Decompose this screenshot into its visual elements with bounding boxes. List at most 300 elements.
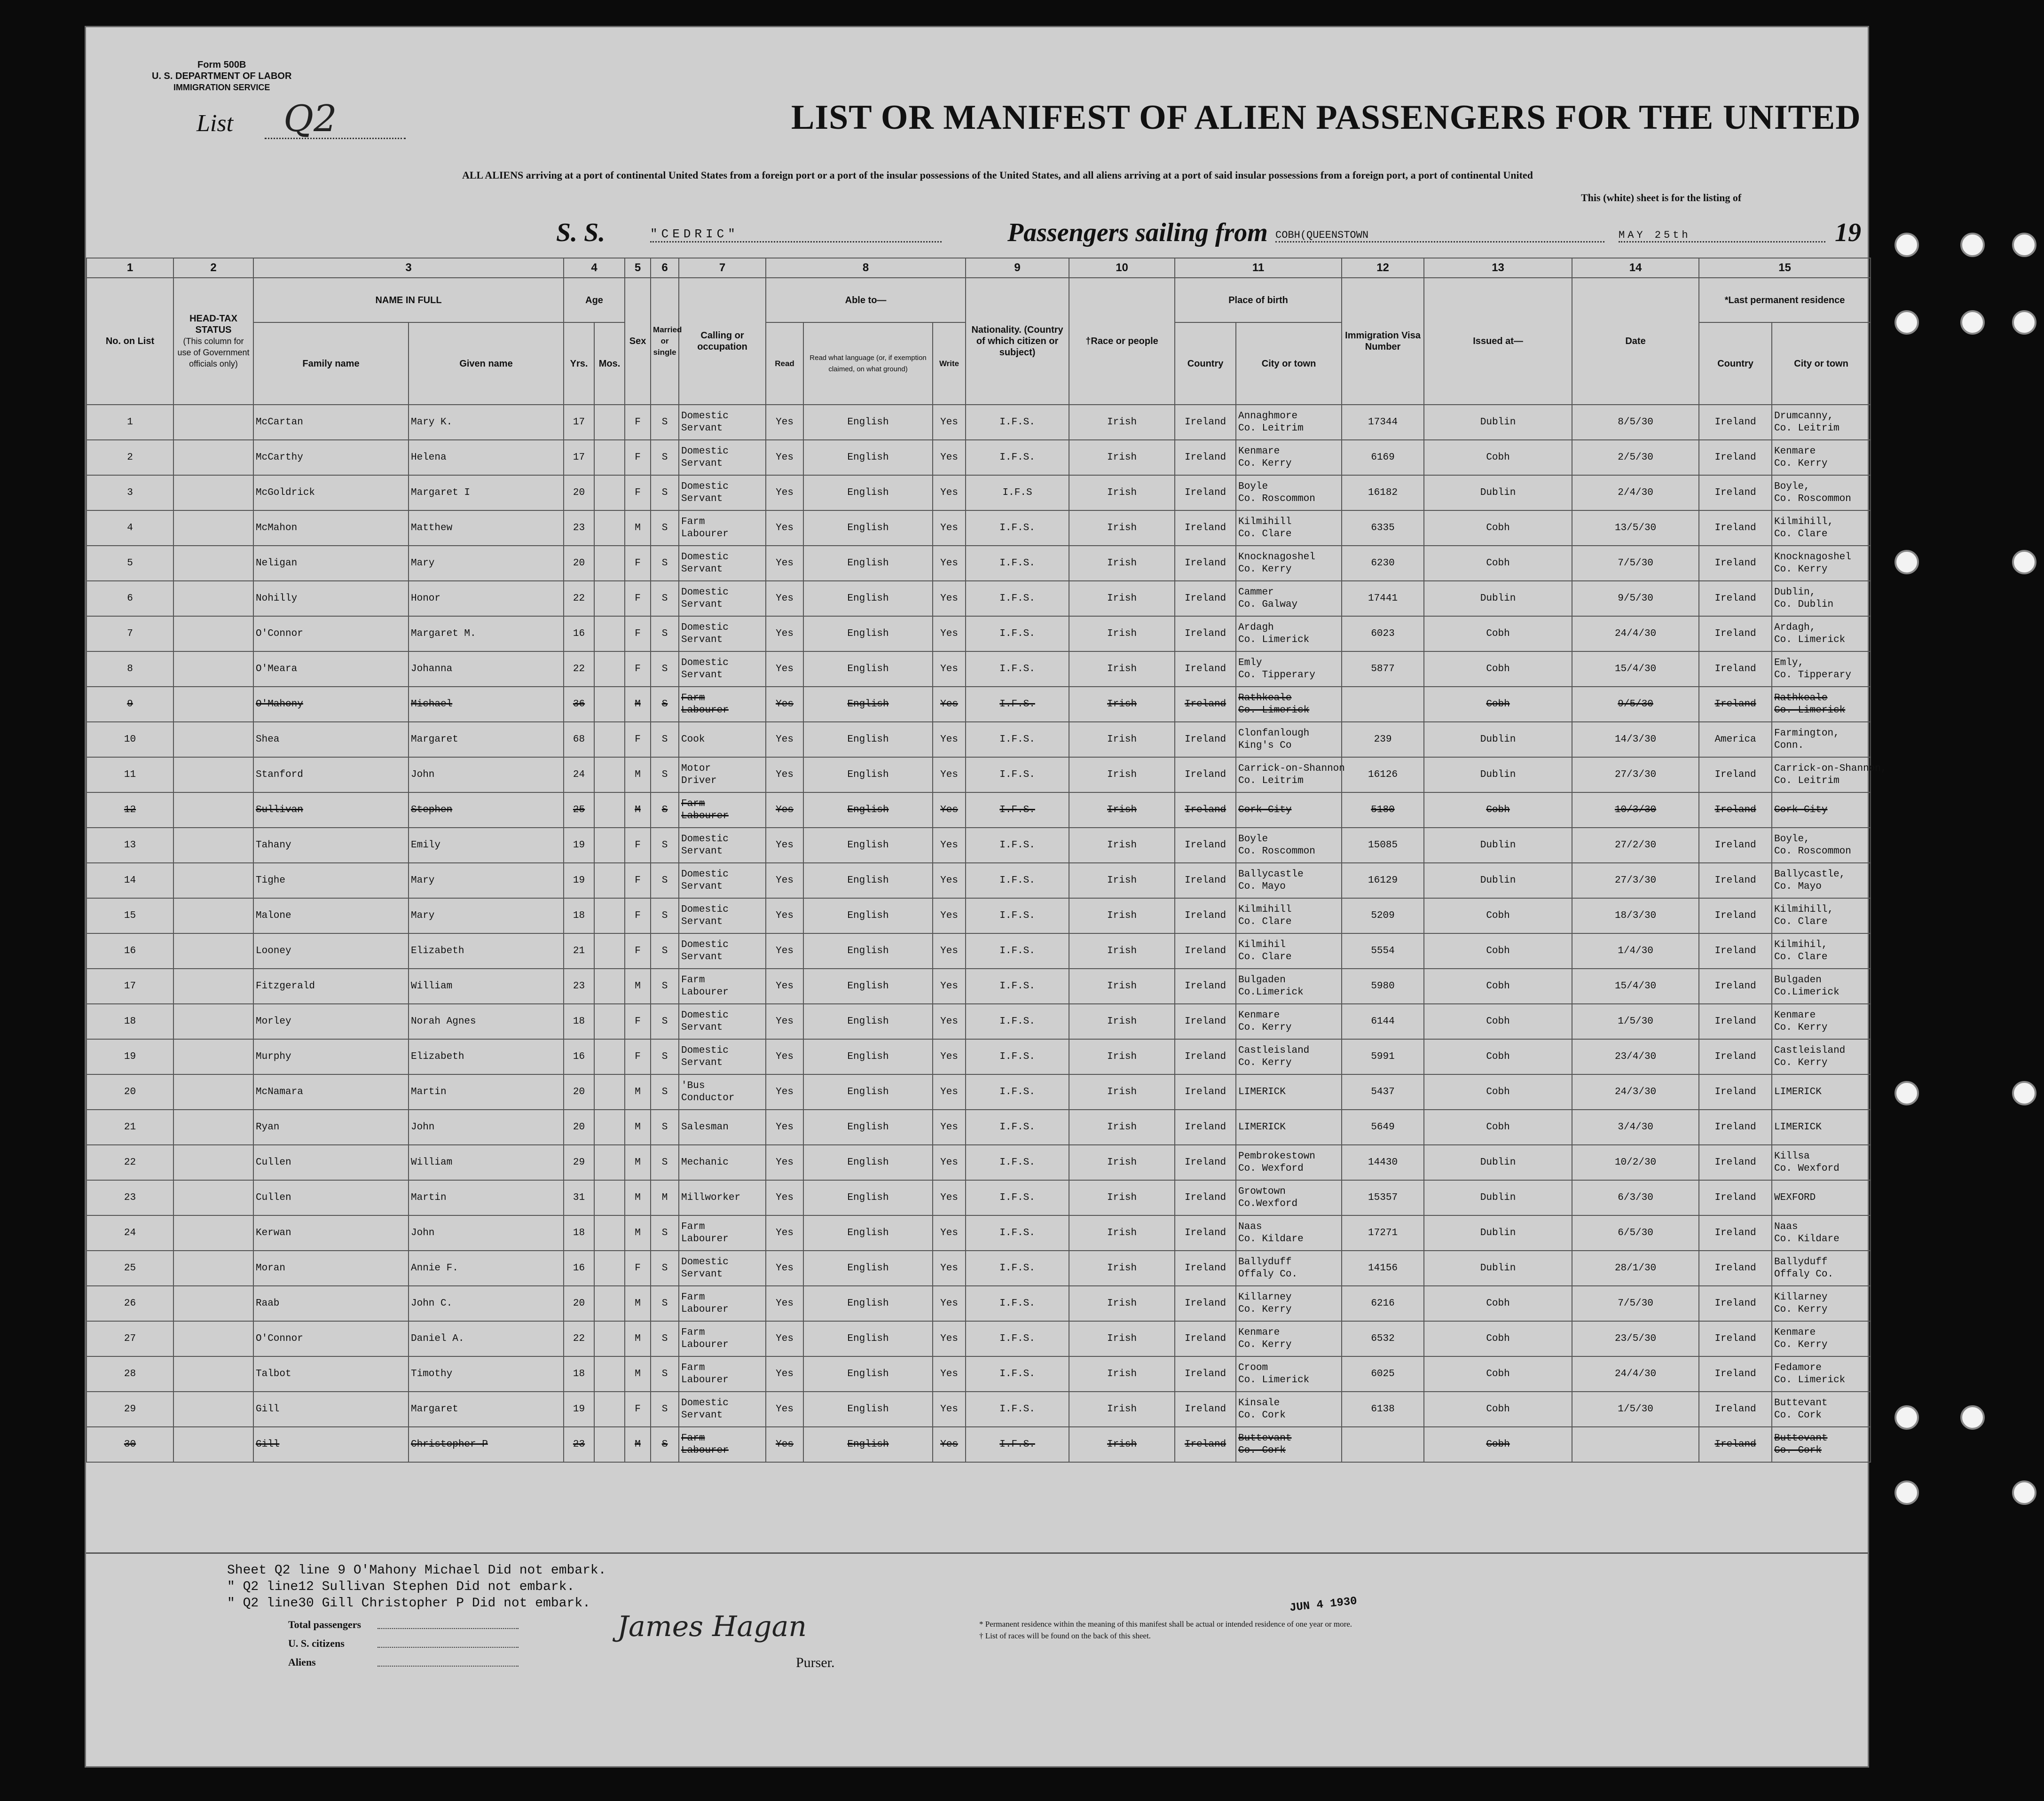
occupation-line-1: Cook	[681, 734, 705, 745]
age-months	[594, 1392, 625, 1427]
given-name: Timothy	[409, 1356, 564, 1392]
marital-status: S	[651, 969, 679, 1004]
sex: M	[625, 1215, 651, 1251]
read-language: English	[803, 1215, 933, 1251]
issued-at: Cobh	[1424, 1427, 1572, 1462]
form-department: U. S. DEPARTMENT OF LABOR	[152, 71, 292, 81]
residence-city-line-2: Co. Tipperary	[1774, 669, 1851, 681]
occupation-line-2: Conductor	[681, 1092, 735, 1104]
occupation-line-2: Servant	[681, 564, 723, 575]
head-tax-cell	[173, 1180, 253, 1215]
occupation-line-1: Farm	[681, 692, 705, 704]
sex: F	[625, 405, 651, 440]
occupation-line-1: Domestic	[681, 410, 729, 422]
head-tax-cell	[173, 616, 253, 651]
race: Irish	[1069, 898, 1175, 933]
header-race: †Race or people	[1069, 278, 1175, 405]
can-write: Yes	[933, 1145, 966, 1180]
can-write: Yes	[933, 1004, 966, 1039]
residence-city-line-1: Bulgaden	[1774, 974, 1822, 986]
can-write: Yes	[933, 546, 966, 581]
occupation-line-1: Mechanic	[681, 1157, 729, 1168]
race: Irish	[1069, 1074, 1175, 1110]
given-name: Margaret	[409, 722, 564, 757]
age-months	[594, 687, 625, 722]
occupation-line-2: Labourer	[681, 528, 729, 540]
issue-date: 27/3/30	[1572, 757, 1699, 792]
binder-hole	[2012, 1081, 2036, 1105]
row-number: 5	[86, 546, 173, 581]
family-name: Gill	[253, 1392, 409, 1427]
sex: M	[625, 1110, 651, 1145]
residence-city-line-1: Kilmihill,	[1774, 516, 1834, 527]
occupation-line-1: Domestic	[681, 1045, 729, 1056]
occupation	[679, 863, 766, 898]
occupation-line-1: Farm	[681, 798, 705, 809]
nationality: I.F.S.	[966, 1251, 1069, 1286]
age-months	[594, 1074, 625, 1110]
issued-at: Cobh	[1424, 933, 1572, 969]
head-tax-cell	[173, 581, 253, 616]
birth-city-line-2: Co.Limerick	[1238, 987, 1304, 998]
residence-city-line-2: Co. Limerick	[1774, 634, 1846, 645]
residence-city	[1772, 792, 1871, 828]
age-years: 29	[564, 1145, 594, 1180]
birth-city	[1236, 898, 1342, 933]
birth-city-line-2: Co. Tipperary	[1238, 669, 1315, 681]
birth-city-line-2: Co. Kerry	[1238, 1057, 1292, 1068]
race: Irish	[1069, 475, 1175, 510]
can-write: Yes	[933, 475, 966, 510]
family-name: McMahon	[253, 510, 409, 546]
sex: F	[625, 898, 651, 933]
visa-number: 6335	[1342, 510, 1424, 546]
age-years: 18	[564, 898, 594, 933]
issue-date	[1572, 1427, 1699, 1462]
occupation-line-1: Domestic	[681, 904, 729, 915]
occupation-line-1: Farm	[681, 1221, 705, 1232]
head-tax-cell	[173, 1251, 253, 1286]
age-years: 19	[564, 863, 594, 898]
occupation-line-2: Servant	[681, 1057, 723, 1068]
read-language: English	[803, 1392, 933, 1427]
family-name: O'Meara	[253, 651, 409, 687]
issued-at: Dublin	[1424, 757, 1572, 792]
can-write: Yes	[933, 1251, 966, 1286]
birth-city	[1236, 1074, 1342, 1110]
marital-status: S	[651, 1215, 679, 1251]
residence-city	[1772, 1145, 1871, 1180]
age-years: 16	[564, 1039, 594, 1074]
occupation-line-2: Labourer	[681, 1445, 729, 1456]
date-stamp: JUN 4 1930	[1289, 1595, 1358, 1615]
birth-city-line-1: LIMERICK	[1238, 1121, 1286, 1133]
header-read-language: Read what language (or, if exemption claimed, on what ground)	[803, 322, 933, 405]
age-months	[594, 828, 625, 863]
birth-city-line-1: Kilmihill	[1238, 516, 1292, 527]
occupation	[679, 1392, 766, 1427]
family-name: O'Connor	[253, 1321, 409, 1356]
occupation	[679, 1145, 766, 1180]
header-read: Read	[766, 322, 803, 405]
occupation-line-1: Domestic	[681, 833, 729, 845]
read-language: English	[803, 546, 933, 581]
issue-date: 1/4/30	[1572, 933, 1699, 969]
read-language: English	[803, 1427, 933, 1462]
visa-number: 14430	[1342, 1145, 1424, 1180]
marital-status: S	[651, 405, 679, 440]
birth-country: Ireland	[1175, 969, 1236, 1004]
birth-city-line-2: Co. Galway	[1238, 599, 1298, 610]
residence-country: Ireland	[1699, 1251, 1772, 1286]
birth-city-line-1: Bulgaden	[1238, 974, 1286, 986]
marital-status: S	[651, 722, 679, 757]
birth-city-line-1: Carrick-on-Shannon	[1238, 763, 1345, 774]
birth-city-line-2: Co. Kerry	[1238, 1339, 1292, 1350]
birth-city-line-1: Rathkeale	[1238, 692, 1292, 704]
age-years: 68	[564, 722, 594, 757]
manifest-row	[86, 863, 1871, 898]
birth-city-line-2: Co. Cork	[1238, 1445, 1286, 1456]
birth-city-line-1: Ballycastle	[1238, 869, 1304, 880]
can-read: Yes	[766, 651, 803, 687]
residence-city	[1772, 1356, 1871, 1392]
birth-city-line-1: Cork City	[1238, 804, 1292, 815]
can-read: Yes	[766, 581, 803, 616]
issue-date: 24/4/30	[1572, 616, 1699, 651]
age-years: 18	[564, 1215, 594, 1251]
can-write: Yes	[933, 1215, 966, 1251]
birth-country: Ireland	[1175, 1286, 1236, 1321]
birth-country: Ireland	[1175, 651, 1236, 687]
manifest-row	[86, 1215, 1871, 1251]
occupation-line-2: Servant	[681, 634, 723, 645]
read-language: English	[803, 828, 933, 863]
issue-date: 13/5/30	[1572, 510, 1699, 546]
residence-city-line-1: WEXFORD	[1774, 1192, 1816, 1203]
residence-city-line-1: Boyle,	[1774, 833, 1810, 845]
family-name: Cullen	[253, 1180, 409, 1215]
birth-country: Ireland	[1175, 546, 1236, 581]
birth-country: Ireland	[1175, 1110, 1236, 1145]
birth-city-line-2: Co. Limerick	[1238, 634, 1310, 645]
residence-city	[1772, 1251, 1871, 1286]
can-read: Yes	[766, 1286, 803, 1321]
read-language: English	[803, 969, 933, 1004]
head-tax-cell	[173, 687, 253, 722]
row-number: 6	[86, 581, 173, 616]
issue-date: 28/1/30	[1572, 1251, 1699, 1286]
residence-city-line-2: Co. Roscommon	[1774, 493, 1851, 504]
manifest-row	[86, 1427, 1871, 1462]
birth-city-line-2: Co. Kildare	[1238, 1233, 1304, 1245]
read-language: English	[803, 405, 933, 440]
given-name: Margaret M.	[409, 616, 564, 651]
occupation-line-2: Labourer	[681, 810, 729, 822]
birth-city	[1236, 581, 1342, 616]
manifest-row	[86, 1286, 1871, 1321]
residence-city	[1772, 1321, 1871, 1356]
manifest-row	[86, 828, 1871, 863]
occupation-line-1: Domestic	[681, 869, 729, 880]
head-tax-cell	[173, 828, 253, 863]
age-years: 20	[564, 475, 594, 510]
age-years: 20	[564, 1110, 594, 1145]
residence-city-line-1: Ballycastle,	[1774, 869, 1846, 880]
occupation	[679, 933, 766, 969]
birth-city	[1236, 1215, 1342, 1251]
age-years: 22	[564, 581, 594, 616]
birth-city	[1236, 792, 1342, 828]
visa-number	[1342, 1427, 1424, 1462]
header-visa: Immigration Visa Number	[1342, 278, 1424, 405]
can-write: Yes	[933, 581, 966, 616]
footnote-residence: * Permanent residence within the meaning of this manifest shall be actual or intended residence of one year or more.	[979, 1620, 1352, 1629]
family-name: Tighe	[253, 863, 409, 898]
header-write: Write	[933, 322, 966, 405]
row-number: 27	[86, 1321, 173, 1356]
birth-city-line-1: Croom	[1238, 1362, 1268, 1373]
visa-number: 5209	[1342, 898, 1424, 933]
issue-date: 14/3/30	[1572, 722, 1699, 757]
race: Irish	[1069, 1110, 1175, 1145]
manifest-row	[86, 475, 1871, 510]
issue-date: 6/3/30	[1572, 1180, 1699, 1215]
age-months	[594, 510, 625, 546]
visa-number: 6230	[1342, 546, 1424, 581]
form-header	[152, 59, 291, 93]
residence-city	[1772, 1286, 1871, 1321]
head-tax-cell	[173, 969, 253, 1004]
occupation-line-2: Servant	[681, 1409, 723, 1421]
visa-number: 16126	[1342, 757, 1424, 792]
given-name: Stephen	[409, 792, 564, 828]
manifest-row	[86, 898, 1871, 933]
header-family-name: Family name	[253, 322, 409, 405]
occupation-line-1: Domestic	[681, 1256, 729, 1268]
birth-city-line-1: LIMERICK	[1238, 1086, 1286, 1097]
marital-status: S	[651, 757, 679, 792]
residence-city	[1772, 828, 1871, 863]
visa-number: 5991	[1342, 1039, 1424, 1074]
manifest-row	[86, 510, 1871, 546]
head-tax-cell	[173, 1321, 253, 1356]
residence-country: Ireland	[1699, 1321, 1772, 1356]
row-number: 25	[86, 1251, 173, 1286]
can-read: Yes	[766, 475, 803, 510]
row-number: 13	[86, 828, 173, 863]
age-months	[594, 1215, 625, 1251]
total-passengers-label: Total passengers	[288, 1619, 362, 1630]
given-name: John C.	[409, 1286, 564, 1321]
visa-number: 5180	[1342, 792, 1424, 828]
residence-country: Ireland	[1699, 828, 1772, 863]
can-write: Yes	[933, 616, 966, 651]
issued-at: Dublin	[1424, 722, 1572, 757]
birth-city-line-2: Co. Wexford	[1238, 1163, 1304, 1174]
age-years: 16	[564, 1251, 594, 1286]
year-prefix: 19	[1835, 218, 1861, 247]
race: Irish	[1069, 863, 1175, 898]
can-read: Yes	[766, 1074, 803, 1110]
family-name: Kerwan	[253, 1215, 409, 1251]
given-name: Norah Agnes	[409, 1004, 564, 1039]
visa-number: 6138	[1342, 1392, 1424, 1427]
header-mos: Mos.	[594, 322, 625, 405]
header-place-of-birth: Place of birth	[1175, 278, 1342, 322]
race: Irish	[1069, 969, 1175, 1004]
residence-city-line-1: LIMERICK	[1774, 1086, 1822, 1097]
given-name: Honor	[409, 581, 564, 616]
row-number: 2	[86, 440, 173, 475]
birth-city	[1236, 510, 1342, 546]
residence-city	[1772, 475, 1871, 510]
residence-city-line-1: Farmington,	[1774, 728, 1840, 739]
residence-city	[1772, 1074, 1871, 1110]
birth-country: Ireland	[1175, 722, 1236, 757]
family-name: Looney	[253, 933, 409, 969]
issued-at: Cobh	[1424, 1356, 1572, 1392]
birth-city-line-2: Co. Kerry	[1238, 1304, 1292, 1315]
birth-city	[1236, 863, 1342, 898]
family-name: Murphy	[253, 1039, 409, 1074]
read-language: English	[803, 651, 933, 687]
given-name: Martin	[409, 1074, 564, 1110]
marital-status: S	[651, 828, 679, 863]
issue-date: 10/2/30	[1572, 1145, 1699, 1180]
family-name: McCarthy	[253, 440, 409, 475]
manifest-row	[86, 1180, 1871, 1215]
can-write: Yes	[933, 440, 966, 475]
read-language: English	[803, 757, 933, 792]
occupation	[679, 969, 766, 1004]
family-name: Raab	[253, 1286, 409, 1321]
residence-city-line-2: Co. Limerick	[1774, 1374, 1846, 1386]
birth-city-line-2: Co. Roscommon	[1238, 493, 1315, 504]
residence-city	[1772, 1039, 1871, 1074]
occupation-line-1: Domestic	[681, 551, 729, 563]
sex: F	[625, 863, 651, 898]
sailing-label: Passengers sailing from	[1007, 218, 1268, 247]
occupation-line-1: Domestic	[681, 481, 729, 492]
nationality: I.F.S.	[966, 1180, 1069, 1215]
birth-city	[1236, 933, 1342, 969]
nationality: I.F.S.	[966, 1427, 1069, 1462]
read-language: English	[803, 1180, 933, 1215]
residence-city	[1772, 616, 1871, 651]
list-number-line	[265, 138, 406, 139]
binder-holes	[1866, 0, 2044, 1801]
occupation	[679, 1004, 766, 1039]
occupation	[679, 616, 766, 651]
residence-city	[1772, 969, 1871, 1004]
header-calling: Calling or occupation	[679, 278, 766, 405]
age-months	[594, 863, 625, 898]
residence-city-line-2: Co. Clare	[1774, 528, 1828, 540]
occupation	[679, 651, 766, 687]
row-number: 30	[86, 1427, 173, 1462]
given-name: Margaret I	[409, 475, 564, 510]
age-years: 17	[564, 440, 594, 475]
occupation-line-1: Motor	[681, 763, 711, 774]
manifest-row	[86, 792, 1871, 828]
birth-city-line-1: Buttevant	[1238, 1433, 1292, 1444]
issued-at: Cobh	[1424, 687, 1572, 722]
residence-city	[1772, 510, 1871, 546]
can-read: Yes	[766, 1251, 803, 1286]
given-name: Martin	[409, 1180, 564, 1215]
birth-city-line-2: Co. Roscommon	[1238, 846, 1315, 857]
residence-city-line-1: Drumcanny,	[1774, 410, 1834, 422]
marital-status: S	[651, 1286, 679, 1321]
issue-date: 24/4/30	[1572, 1356, 1699, 1392]
occupation	[679, 828, 766, 863]
birth-city-line-1: Kilmihill	[1238, 904, 1292, 915]
header-nationality: Nationality. (Country of which citizen or subject)	[966, 278, 1069, 405]
given-name: William	[409, 969, 564, 1004]
can-write: Yes	[933, 828, 966, 863]
given-name: Margaret	[409, 1392, 564, 1427]
visa-number: 6169	[1342, 440, 1424, 475]
age-months	[594, 1110, 625, 1145]
birth-country: Ireland	[1175, 1004, 1236, 1039]
manifest-row	[86, 1110, 1871, 1145]
sex: F	[625, 475, 651, 510]
birth-country: Ireland	[1175, 1356, 1236, 1392]
family-name: McGoldrick	[253, 475, 409, 510]
residence-city-line-1: Killsa	[1774, 1151, 1810, 1162]
race: Irish	[1069, 1321, 1175, 1356]
head-tax-cell	[173, 475, 253, 510]
age-years: 23	[564, 969, 594, 1004]
residence-city-line-2: Co. Kerry	[1774, 1057, 1828, 1068]
residence-city-line-2: Co. Leitrim	[1774, 423, 1840, 434]
residence-country: Ireland	[1699, 1427, 1772, 1462]
family-name: Malone	[253, 898, 409, 933]
header-birth-country: Country	[1175, 322, 1236, 405]
head-tax-cell	[173, 1074, 253, 1110]
manifest-row	[86, 1145, 1871, 1180]
nationality: I.F.S.	[966, 828, 1069, 863]
nationality: I.F.S.	[966, 581, 1069, 616]
residence-city	[1772, 546, 1871, 581]
residence-country: Ireland	[1699, 440, 1772, 475]
visa-number: 5554	[1342, 933, 1424, 969]
aliens-line	[377, 1666, 519, 1667]
residence-country: Ireland	[1699, 687, 1772, 722]
row-number: 12	[86, 792, 173, 828]
birth-city-line-1: Growtown	[1238, 1186, 1286, 1197]
marital-status: S	[651, 792, 679, 828]
manifest-row	[86, 1356, 1871, 1392]
residence-country: Ireland	[1699, 1110, 1772, 1145]
read-language: English	[803, 722, 933, 757]
given-name: Mary	[409, 546, 564, 581]
can-read: Yes	[766, 969, 803, 1004]
residence-city-line-2: Co. Cork	[1774, 1445, 1822, 1456]
residence-country: Ireland	[1699, 1215, 1772, 1251]
occupation-line-2: Servant	[681, 599, 723, 610]
occupation-line-2: Servant	[681, 669, 723, 681]
birth-city	[1236, 651, 1342, 687]
marital-status: S	[651, 616, 679, 651]
read-language: English	[803, 1251, 933, 1286]
family-name: Shea	[253, 722, 409, 757]
can-write: Yes	[933, 969, 966, 1004]
residence-city-line-2: Co. Dublin	[1774, 599, 1834, 610]
race: Irish	[1069, 757, 1175, 792]
visa-number: 5980	[1342, 969, 1424, 1004]
